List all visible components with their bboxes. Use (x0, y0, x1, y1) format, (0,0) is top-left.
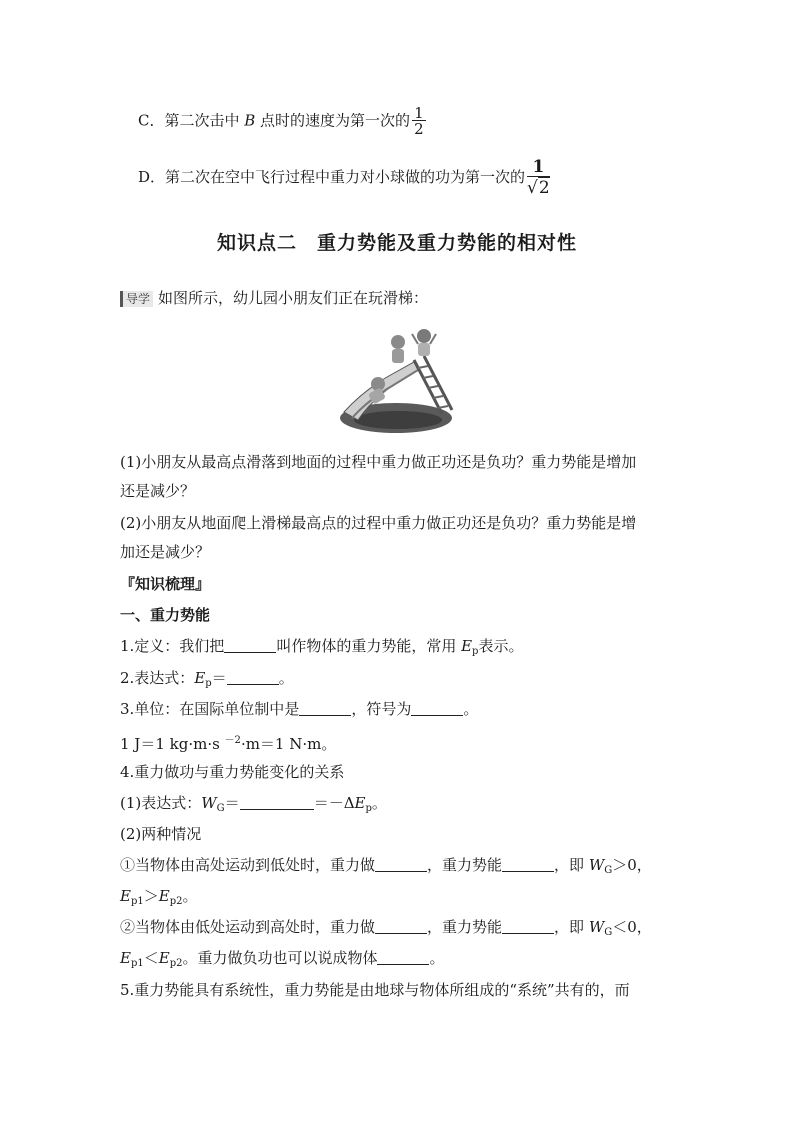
answer-blank[interactable] (502, 856, 554, 872)
def-a: 1.定义：我们把 (120, 637, 225, 655)
question-1-line-2: 还是减少？ (120, 482, 196, 500)
two-cases-heading: (2)两种情况 (120, 825, 202, 843)
sub-p: p (365, 803, 372, 814)
case2-b: ，重力势能 (427, 918, 503, 936)
sqrt-radicand: 2 (538, 178, 550, 198)
question-2-line-1: (2)小朋友从地面爬上滑梯最高点的过程中重力做正功还是负功？重力势能是增 (120, 514, 637, 532)
case-1-line-2 (120, 886, 197, 912)
fraction-inv-sqrt2 (527, 158, 550, 198)
sub-p: p (205, 678, 212, 689)
case2-line2-c: 。 (429, 949, 445, 967)
answer-blank[interactable] (224, 637, 276, 653)
case2-d: ＜0， (612, 918, 652, 936)
expression-line (120, 668, 294, 694)
sub-g: G (604, 927, 613, 938)
fraction-den: √2 (527, 178, 550, 198)
answer-blank[interactable] (502, 918, 554, 934)
point-b: B (244, 111, 256, 130)
def-b: 叫作物体的重力势能，常用 (276, 637, 462, 655)
unit-b: ，符号为 (351, 700, 412, 718)
case2-line2-b: 。重力做负功也可以说成物体 (182, 949, 378, 967)
answer-blank[interactable] (227, 669, 279, 685)
slide-illustration (332, 322, 458, 438)
symbol-e: E (120, 949, 131, 967)
answer-blank[interactable] (411, 700, 463, 716)
sub-p1: p1 (130, 896, 144, 907)
sub-g: G (604, 865, 613, 876)
sub-p1: p1 (130, 958, 144, 969)
symbol-w: W (201, 794, 217, 812)
symbol-w: W (588, 856, 605, 874)
option-c-rest: 点时的速度为第一次的 (255, 111, 411, 130)
section-title: 知识点二 重力势能及重力势能的相对性 (216, 232, 577, 254)
item-5: 5.重力势能具有系统性，重力势能是由地球与物体所组成的“系统”共有的，而 (120, 981, 630, 999)
case1-d: ＞0， (612, 856, 652, 874)
guide-line (120, 288, 428, 308)
option-c (138, 106, 426, 137)
symbol-w: W (588, 918, 605, 936)
period: 。 (182, 887, 198, 905)
answer-blank[interactable] (240, 794, 314, 810)
joule-line (120, 731, 336, 754)
rel1-c: ＝－Δ (313, 794, 355, 812)
symbol-e: E (354, 794, 366, 812)
sub-p2: p2 (169, 896, 183, 907)
symbol-e: E (461, 637, 473, 655)
rel1-a: (1)表达式： (120, 794, 202, 812)
rel1-d: 。 (371, 794, 387, 812)
fraction-num: 1 (527, 158, 550, 177)
question-1-line-1: (1)小朋友从最高点滑落到地面的过程中重力做正功还是负功？重力势能是增加 (120, 453, 637, 471)
case-2-line-2 (120, 948, 444, 974)
unit-a: 3.单位：在国际单位制中是 (120, 700, 300, 718)
guide-badge: 导学 (120, 291, 153, 307)
answer-blank[interactable] (375, 918, 427, 934)
definition-line (120, 636, 523, 662)
expr-c: 。 (278, 669, 294, 687)
answer-blank[interactable] (375, 856, 427, 872)
question-2-line-2: 加还是减少？ (120, 543, 211, 561)
case2-c: ，即 (554, 918, 589, 936)
greater-than: ＞ (143, 887, 159, 905)
option-d-text: D．第二次在空中飞行过程中重力对小球做的功为第一次的 (138, 168, 526, 186)
relation-expression (120, 793, 387, 819)
symbol-e: E (158, 887, 170, 905)
fraction-half (412, 106, 426, 137)
joule-b: ·m＝1 N·m。 (240, 735, 337, 753)
less-than: ＜ (143, 949, 159, 967)
symbol-e: E (158, 949, 170, 967)
joule-a: 1 J＝1 kg·m·s (120, 735, 225, 753)
subheading-gravitational-pe: 一、重力势能 (120, 606, 211, 624)
unit-c: 。 (463, 700, 479, 718)
option-d (138, 158, 550, 198)
case1-b: ，重力势能 (427, 856, 503, 874)
option-c-prefix: C．第二次击中 (138, 111, 245, 130)
case-1-line-1 (120, 855, 652, 881)
def-c: 表示。 (478, 637, 524, 655)
symbol-e: E (194, 669, 206, 687)
sub-g: G (216, 803, 225, 814)
fraction-num: 1 (414, 104, 424, 122)
case1-a: ①当物体由高处运动到低处时，重力做 (120, 856, 376, 874)
expr-a: 2.表达式： (120, 669, 195, 687)
rel1-b: ＝ (224, 794, 240, 812)
answer-blank[interactable] (299, 700, 351, 716)
case2-a: ②当物体由低处运动到高处时，重力做 (120, 918, 376, 936)
case-2-line-1 (120, 917, 652, 943)
knowledge-header: 『知识梳理』 (120, 575, 211, 593)
expr-b: ＝ (211, 669, 227, 687)
unit-line (120, 699, 478, 719)
symbol-e: E (120, 887, 131, 905)
fraction-den: 2 (414, 120, 424, 138)
sub-p2: p2 (169, 958, 183, 969)
relation-heading: 4.重力做功与重力势能变化的关系 (120, 763, 345, 781)
case1-c: ，即 (554, 856, 589, 874)
sub-p: p (472, 646, 479, 657)
answer-blank[interactable] (377, 949, 429, 965)
joule-exponent: －2 (224, 735, 241, 746)
guide-text: 如图所示，幼儿园小朋友们正在玩滑梯： (158, 289, 429, 307)
